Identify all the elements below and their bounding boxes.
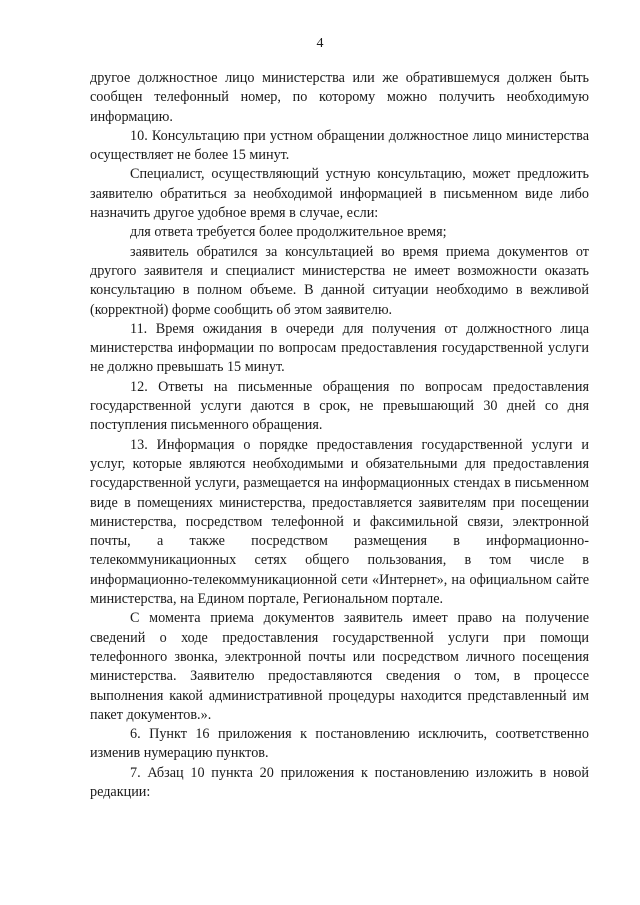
paragraph-13: 13. Информация о порядке предоставления государственной услуги и услуг, которые являются необходимыми и обязательными для предоставления государственной услуги, размещается на информационных стендах в письменном виде в помещениях министерства, предоставляется заявителям при посещении министерства, посредством телефонной и факсимильной связи, электронной почты, а также посредством размещения в информационно-телекоммуникационных сетях общего пользования, в том числе в информационно-телекоммуникационной сети «Интернет», на официальном сайте министерства, на Едином портале, Региональном портале. xyxy=(90,436,589,608)
paragraph-case-2: заявитель обратился за консультацией во время приема документов от другого заявителя и специалист министерства не имеет возможности оказать консультацию в полном объеме. В данной ситуации необходимо в вежливой (корректной) форме сообщить об этом заявителю. xyxy=(90,243,589,318)
document-body xyxy=(90,69,589,802)
paragraph-continuation: другое должностное лицо министерства или же обратившемуся должен быть сообщен телефонный номер, по которому можно получить необходимую информацию. xyxy=(90,70,589,125)
paragraph-12: 12. Ответы на письменные обращения по вопросам предоставления государственной услуги даются в срок, не превышающий 30 дней со дня поступления письменного обращения. xyxy=(90,378,589,434)
paragraph-10: 10. Консультацию при устном обращении должностное лицо министерства осуществляет не более 15 минут. xyxy=(90,127,589,164)
paragraph-case-1: для ответа требуется более продолжительное время; xyxy=(130,224,447,241)
paragraph-11: 11. Время ожидания в очереди для получения от должностного лица министерства информации по вопросам предоставления государственной услуги не должно превышать 15 минут. xyxy=(90,320,589,376)
paragraph-status-info: С момента приема документов заявитель имеет право на получение сведений о ходе предоставления государственной услуги при помощи телефонного звонка, электронной почты или посредством личного посещения министерства. Заявителю предоставляются сведения о том, в процессе выполнения какой административной процедуры находится представленный им пакет документов.». xyxy=(90,610,589,723)
paragraph-item-6: 6. Пункт 16 приложения к постановлению исключить, соответственно изменив нумерацию пунктов. xyxy=(90,726,589,762)
page-number: 4 xyxy=(316,36,324,51)
paragraph-item-7: 7. Абзац 10 пункта 20 приложения к постановлению изложить в новой редакции: xyxy=(90,764,589,800)
paragraph-specialist: Специалист, осуществляющий устную консультацию, может предложить заявителю обратиться за необходимой информацией в письменном виде либо назначить другое удобное время в случае, если: xyxy=(90,166,589,222)
